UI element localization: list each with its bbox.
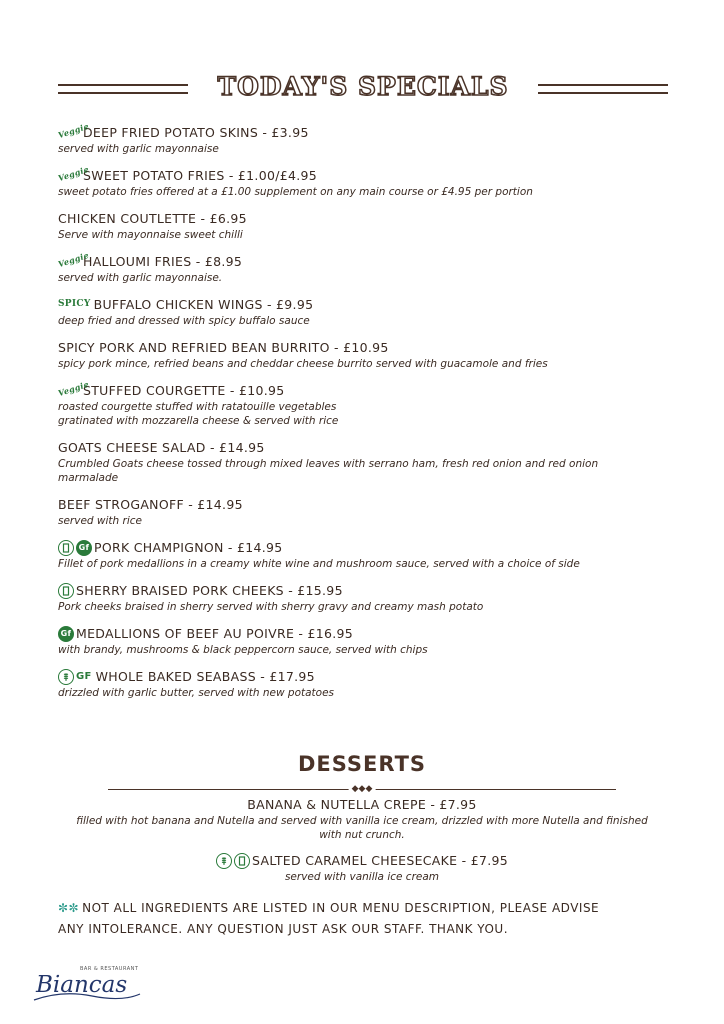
menu-item xyxy=(58,625,658,657)
item-description: served with garlic mayonnaise xyxy=(58,143,219,155)
item-name-price: SHERRY BRAISED PORK CHEEKS - £15.95 xyxy=(76,583,343,598)
item-title xyxy=(56,378,658,399)
lactose-free-icon xyxy=(234,853,250,869)
veggie-icon: Veggie xyxy=(56,249,91,270)
item-description: sweet potato fries offered at a £1.00 supplement on any main course or £4.95 per portion xyxy=(58,186,533,198)
item-name-price: CHICKEN COUTLETTE - £6.95 xyxy=(58,211,247,226)
menu-item xyxy=(58,210,658,242)
item-description: gratinated with mozzarella cheese & served with rice xyxy=(58,415,339,427)
item-name-price: BANANA & NUTELLA CREPE - £7.95 xyxy=(247,797,477,812)
item-description: Fillet of pork medallions in a creamy white wine and mushroom sauce, served with a choice of side xyxy=(58,558,580,570)
menu-item xyxy=(56,378,658,428)
veggie-icon: Veggie xyxy=(56,120,91,141)
item-description: roasted courgette stuffed with ratatouille vegetables xyxy=(58,401,337,413)
item-title xyxy=(58,625,658,642)
item-title xyxy=(60,852,664,869)
item-name-price: HALLOUMI FRIES - £8.95 xyxy=(83,254,243,269)
lactose-free-icon xyxy=(58,583,74,599)
item-description: drizzled with garlic butter, served with new potatoes xyxy=(58,687,335,699)
specials-list xyxy=(56,120,658,711)
logo-name: Biancas xyxy=(36,972,128,998)
spicy-icon: SPICY xyxy=(58,299,91,309)
header-rule-left xyxy=(58,84,188,94)
item-name-price: GOATS CHEESE SALAD - £14.95 xyxy=(58,440,265,455)
divider-diamonds-icon: ◆◆◆ xyxy=(349,783,376,795)
item-description: deep fried and dressed with spicy buffalo sauce xyxy=(58,315,310,327)
item-description: served with vanilla ice cream xyxy=(284,871,440,883)
note-line-2: ANY INTOLERANCE. ANY QUESTION JUST ASK OUR STAFF. THANK YOU. xyxy=(58,922,509,936)
item-title xyxy=(58,496,658,513)
page-header xyxy=(58,72,668,108)
item-name-price: BEEF STROGANOFF - £14.95 xyxy=(58,497,243,512)
item-name-price: STUFFED COURGETTE - £10.95 xyxy=(83,383,285,398)
desserts-heading: DESSERTS xyxy=(297,752,427,776)
item-name-price: DEEP FRIED POTATO SKINS - £3.95 xyxy=(83,125,309,140)
item-description: Crumbled Goats cheese tossed through mixed leaves with serrano ham, fresh red onion and red onion xyxy=(58,458,599,470)
item-description: filled with hot banana and Nutella and served with vanilla ice cream, drizzled with more Nutella and finished xyxy=(76,815,648,827)
gluten-free-icon: Gf xyxy=(76,540,92,556)
item-name-price: WHOLE BAKED SEABASS - £17.95 xyxy=(95,669,315,684)
menu-item xyxy=(58,296,658,328)
note-line-1: NOT ALL INGREDIENTS ARE LISTED IN OUR MENU DESCRIPTION, PLEASE ADVISE xyxy=(82,901,600,915)
item-title xyxy=(58,296,658,313)
logo-subtitle: BAR & RESTAURANT xyxy=(80,966,139,972)
item-title xyxy=(58,668,658,685)
dessert-item xyxy=(60,852,664,884)
item-name-price: SPICY PORK AND REFRIED BEAN BURRITO - £10.95 xyxy=(58,340,389,355)
item-name-price: BUFFALO CHICKEN WINGS - £9.95 xyxy=(93,297,314,312)
menu-item xyxy=(58,339,658,371)
veggie-icon: Veggie xyxy=(56,378,91,399)
item-title xyxy=(58,210,658,227)
item-title xyxy=(58,339,658,356)
veggie-icon: Veggie xyxy=(56,163,91,184)
item-description: with nut crunch. xyxy=(319,829,405,841)
item-title xyxy=(60,796,664,813)
item-name-price: SALTED CARAMEL CHEESECAKE - £7.95 xyxy=(252,853,508,868)
desserts-divider xyxy=(108,783,616,795)
item-description: served with garlic mayonnaise. xyxy=(58,272,223,284)
menu-item xyxy=(58,539,658,571)
gluten-free-icon: GF xyxy=(76,671,92,682)
item-name-price: SWEET POTATO FRIES - £1.00/£4.95 xyxy=(83,168,318,183)
item-title xyxy=(58,539,658,556)
item-description: marmalade xyxy=(58,472,119,484)
item-title xyxy=(58,582,658,599)
restaurant-logo xyxy=(32,962,142,1006)
item-name-price: PORK CHAMPIGNON - £14.95 xyxy=(94,540,283,555)
menu-item xyxy=(58,439,658,485)
allergen-note xyxy=(58,898,664,940)
item-description: Serve with mayonnaise sweet chilli xyxy=(58,229,243,241)
menu-item xyxy=(58,668,658,700)
menu-item xyxy=(56,120,658,156)
item-name-price: MEDALLIONS OF BEEF AU POIVRE - £16.95 xyxy=(76,626,354,641)
wheat-free-icon xyxy=(216,853,232,869)
item-title xyxy=(56,120,658,141)
item-description: with brandy, mushrooms & black peppercorn sauce, served with chips xyxy=(58,644,428,656)
snowflake-icon: ✼✼ xyxy=(58,901,80,915)
header-rule-right xyxy=(538,84,668,94)
dessert-item xyxy=(60,796,664,842)
logo-swash-icon xyxy=(32,988,142,1004)
page-title: TODAY'S SPECIALS xyxy=(217,72,509,101)
gluten-free-icon: Gf xyxy=(58,626,74,642)
item-description: spicy pork mince, refried beans and cheddar cheese burrito served with guacamole and fries xyxy=(58,358,548,370)
menu-item xyxy=(58,496,658,528)
item-title xyxy=(56,249,658,270)
item-title xyxy=(58,439,658,456)
item-description: Pork cheeks braised in sherry served with sherry gravy and creamy mash potato xyxy=(58,601,484,613)
menu-item xyxy=(56,249,658,285)
menu-item xyxy=(56,163,658,199)
menu-item xyxy=(58,582,658,614)
lactose-free-icon xyxy=(58,540,74,556)
item-description: served with rice xyxy=(58,515,143,527)
wheat-free-icon xyxy=(58,669,74,685)
item-title xyxy=(56,163,658,184)
